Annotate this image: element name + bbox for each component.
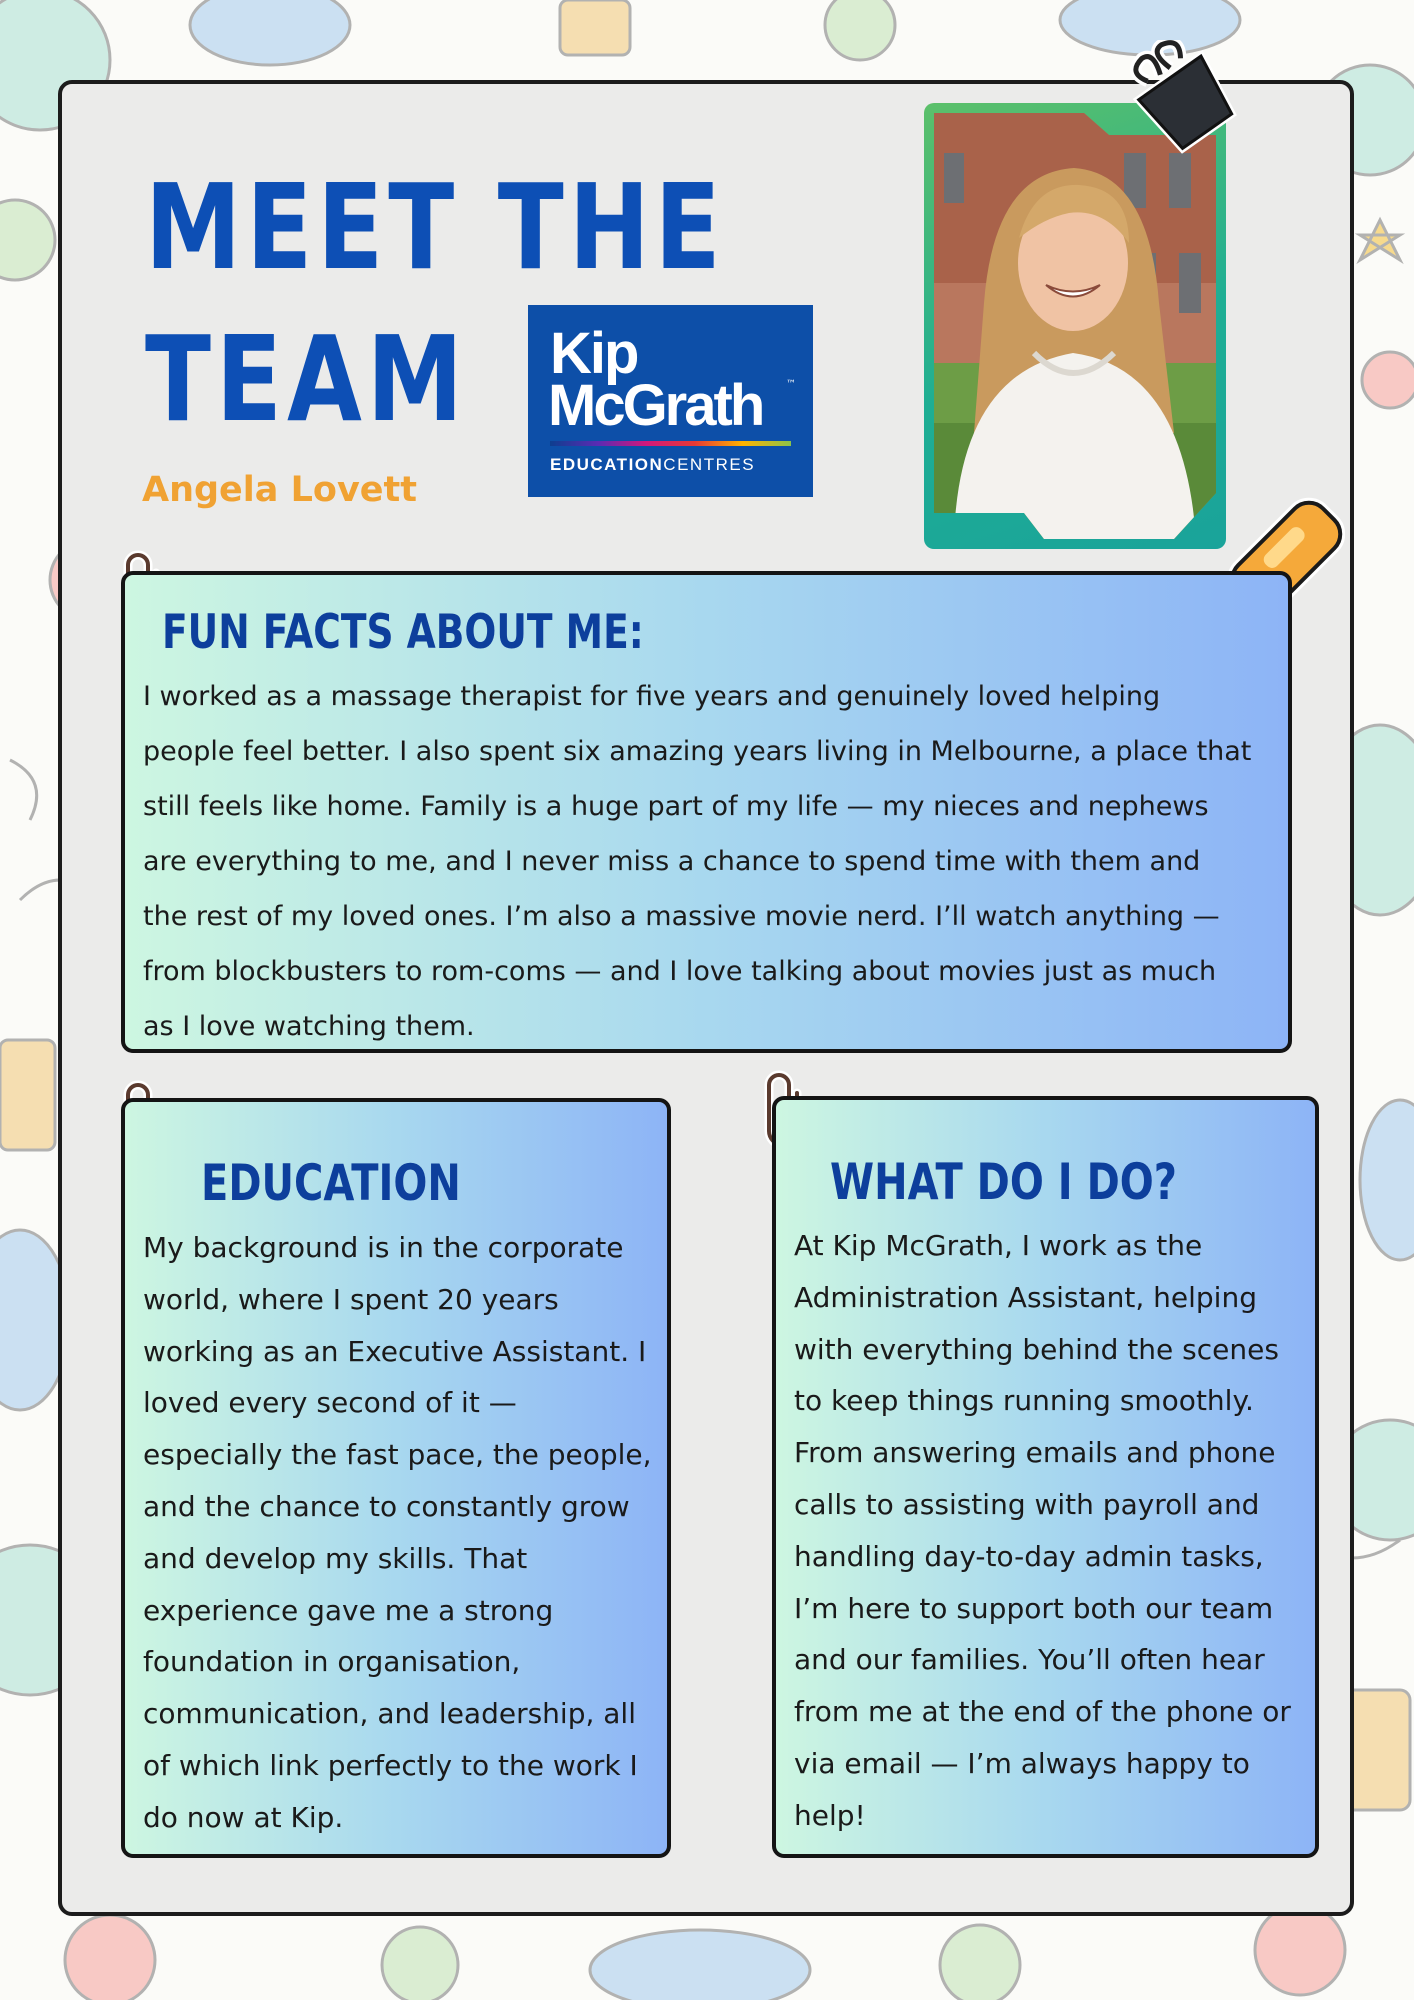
logo-sub-regular: CENTRES — [663, 455, 756, 474]
logo-trademark: ™ — [786, 379, 796, 390]
logo-subtitle — [550, 455, 755, 475]
profile-photo-frame — [924, 103, 1226, 549]
logo-line2: McGrath — [548, 373, 763, 438]
education-body: My background is in the corporate world, where I spent 20 years working as an Executive Assistant. I loved every second of it — especially the fast pace, the people, and the chance to constantly grow and develop my skills. That experience gave me a strong foundation in organisation, communication, and leadership, all of which link perfectly to the work I do now at Kip. — [143, 1231, 652, 1834]
education-title: EDUCATION — [201, 1154, 461, 1212]
logo-sub-bold: EDUCATION — [550, 455, 664, 474]
binder-clip-icon — [1125, 40, 1255, 155]
kip-mcgrath-logo — [528, 305, 813, 497]
profile-photo — [934, 113, 1216, 539]
logo-line1: Kip — [550, 321, 638, 386]
person-name: Angela Lovett — [142, 470, 417, 510]
page-title-line1: MEET THE — [145, 158, 726, 296]
logo-rainbow-bar — [550, 441, 791, 446]
what-i-do-box — [772, 1096, 1319, 1858]
page-title-line2: TEAM — [145, 310, 468, 448]
what-i-do-body: At Kip McGrath, I work as the Administration Assistant, helping with everything behind the scenes to keep things running smoothly. From answering emails and phone calls to assisting with payroll and handling day-to-day admin tasks, I’m here to support both our team and our families. You’ll often hear from me at the end of the phone or via email — I’m always happy to help! — [794, 1229, 1291, 1832]
fun-facts-body: I worked as a massage therapist for five years and genuinely loved helping people feel better. I also spent six amazing years living in Melbourne, a place that still feels like home. Family is a huge part of my life — my nieces and nephews are everything to me, and I never miss a chance to spend time with them and the rest of my loved ones. I’m also a massive movie nerd. I’ll watch anything — from blockbusters to rom-coms — and I love talking about movies just as much as I love watching them. — [143, 681, 1252, 1042]
fun-facts-title: FUN FACTS ABOUT ME: — [162, 605, 644, 660]
what-i-do-title: WHAT DO I DO? — [830, 1153, 1178, 1211]
education-box — [121, 1098, 671, 1858]
fun-facts-box — [121, 571, 1292, 1053]
